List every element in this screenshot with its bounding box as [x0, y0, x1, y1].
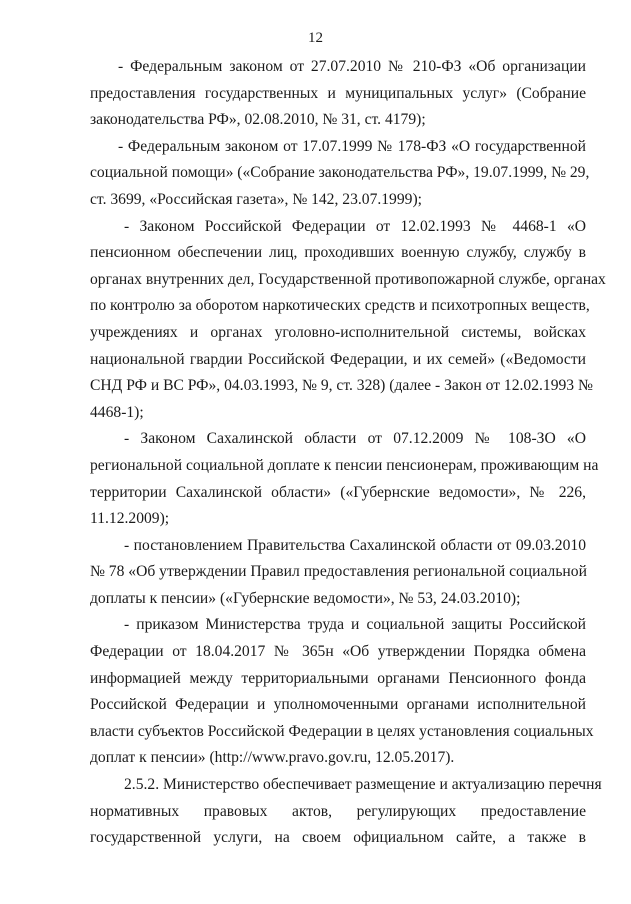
text-line: пенсионном обеспечении лиц, проходивших военную службу, службу в — [90, 244, 586, 262]
text-line: доплат к пенсии» (http://www.pravo.gov.ru, 12.05.2017). — [90, 749, 455, 767]
text-line: 4468-1); — [90, 403, 144, 421]
text-line: доплаты к пенсии» («Губернские ведомости», № 53, 24.03.2010); — [90, 589, 521, 607]
paragraph-law-210-fz — [90, 54, 586, 134]
text-line: № 78 «Об утверждении Правил предоставления региональной социальной — [90, 563, 587, 581]
paragraph-law-4468-1 — [90, 214, 606, 427]
text-line: - Законом Российской Федерации от 12.02.1993 № 4468-1 «О — [124, 217, 586, 235]
text-line: национальной гвардии Российской Федерации, и их семей» («Ведомости — [90, 350, 586, 368]
text-line: - Федеральным законом от 17.07.1999 № 178-ФЗ «О государственной — [118, 137, 586, 155]
text-line: учреждениях и органах уголовно-исполнительной системы, войсках — [90, 323, 586, 341]
text-line: - Законом Сахалинской области от 07.12.2009 № 108-ЗО «О — [124, 430, 586, 448]
text-line: информацией между территориальными органами Пенсионного фонда — [90, 669, 586, 687]
text-line: государственной услуги, на своем официальном сайте, а также в — [90, 829, 586, 847]
text-line: Российской Федерации и уполномоченными органами исполнительной — [90, 696, 586, 714]
text-line: СНД РФ и ВС РФ», 04.03.1993, № 9, ст. 328) (далее - Закон от 12.02.1993 № — [90, 377, 593, 395]
text-line: по контролю за оборотом наркотических средств и психотропных веществ, — [90, 297, 590, 315]
text-line: - приказом Министерства труда и социальной защиты Российской — [124, 616, 586, 634]
text-line: территории Сахалинской области» («Губернские ведомости», № 226, — [90, 483, 586, 501]
text-line: законодательства РФ», 02.08.2010, № 31, ст. 4179); — [90, 111, 426, 129]
text-line: Федерации от 18.04.2017 № 365н «Об утверждении Порядка обмена — [90, 643, 586, 661]
text-line: социальной помощи» («Собрание законодательства РФ», 19.07.1999, № 29, — [90, 164, 590, 182]
document-body — [90, 54, 606, 852]
text-line: нормативных правовых актов, регулирующих предоставление — [90, 802, 586, 820]
text-line: 11.12.2009); — [90, 510, 170, 528]
text-line: 2.5.2. Министерство обеспечивает размещение и актуализацию перечня — [124, 776, 602, 794]
text-line: - постановлением Правительства Сахалинской области от 09.03.2010 — [124, 536, 586, 554]
paragraph-order-365n — [90, 612, 594, 772]
text-line: власти субъектов Российской Федерации в целях установления социальных — [90, 722, 594, 740]
paragraph-law-178-fz — [90, 134, 590, 214]
paragraph-resolution-78 — [90, 533, 586, 613]
page-number: 12 — [308, 30, 323, 46]
text-line: ст. 3699, «Российская газета», № 142, 23.07.1999); — [90, 190, 422, 208]
paragraph-law-108-zo — [90, 426, 599, 532]
text-line: региональной социальной доплате к пенсии пенсионерам, проживающим на — [90, 456, 599, 474]
text-line: органах внутренних дел, Государственной противопожарной службе, органах — [90, 270, 606, 288]
text-line: - Федеральным законом от 27.07.2010 № 210-ФЗ «Об организации — [118, 58, 586, 75]
text-line: предоставления государственных и муниципальных услуг» (Собрание — [90, 84, 586, 102]
paragraph-2-5-2 — [90, 772, 602, 852]
